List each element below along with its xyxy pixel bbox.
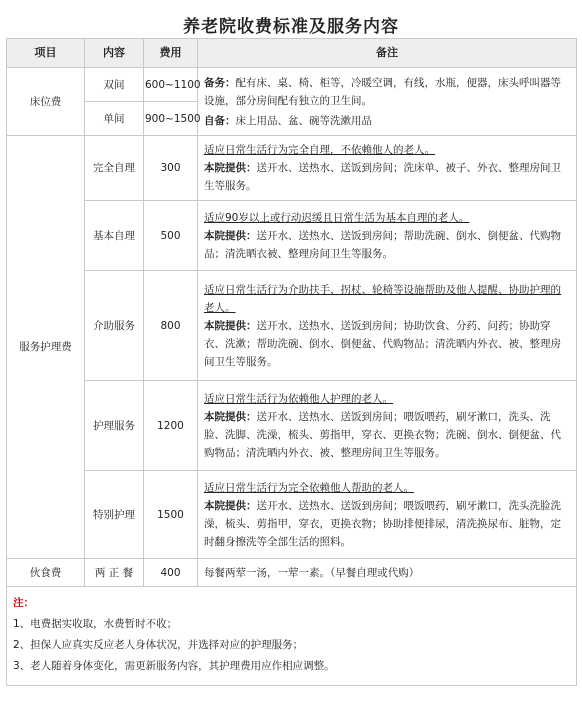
fee-table	[6, 38, 577, 686]
service-name: 介助服务	[85, 271, 144, 381]
table-row-service	[7, 471, 577, 559]
food-label: 伙食费	[7, 559, 85, 587]
header-item: 项目	[7, 39, 85, 68]
service-provide: 本院提供：送开水、送热水、送饭到房间；帮助洗碗、倒水、倒便盆、代购物品；清洗晒衣被、整理房间卫生等服务。	[204, 229, 561, 260]
table-row-service	[7, 271, 577, 381]
service-provide: 本院提供：送开水、送热水、送饭到房间；喂饭喂药，刷牙漱口，洗头洗脸洗澡，梳头、剪指甲，穿衣，更换衣物；协助排便排尿，清洗换尿布、脏物，定时翻身擦洗等全部生活的照料。	[204, 499, 561, 548]
bed-single-name: 单间	[85, 102, 144, 136]
food-note: 每餐两荤一汤，一荤一素。（早餐自理或代购）	[198, 559, 577, 587]
service-fee: 500	[144, 201, 198, 271]
bed-note-public: 备务：配有床、桌、椅、柜等，冷暖空调，有线，水瓶，便器，床头呼叫器等设施，部分房间配有独立的卫生间。	[204, 76, 561, 107]
service-desc: 适应日常生活行为完全自理，不依赖他人的老人。	[204, 144, 435, 156]
service-note	[198, 201, 577, 271]
bed-label: 床位费	[7, 68, 85, 136]
food-fee: 400	[144, 559, 198, 587]
service-provide: 本院提供：送开水、送热水、送饭到房间；喂饭喂药，刷牙漱口，洗头、洗脸、洗脚、洗澡，梳头、剪指甲，穿衣、更换衣物；洗碗、倒水、倒便盆、代购物品；清洗晒内外衣、被、整理房间卫生等服务。	[204, 410, 561, 459]
service-name: 护理服务	[85, 381, 144, 471]
service-desc: 适应90岁以上或行动迟缓且日常生活为基本自理的老人。	[204, 211, 470, 224]
bed-double-fee: 600~1100	[144, 68, 198, 102]
service-name: 基本自理	[85, 201, 144, 271]
service-provide: 本院提供：送开水、送热水、送饭到房间；洗床单、被子、外衣、整理房间卫生等服务。	[204, 162, 561, 192]
header-note: 备注	[198, 39, 577, 68]
service-desc: 适应日常生活行为完全依赖他人帮助的老人。	[204, 481, 414, 494]
service-fee: 1500	[144, 471, 198, 559]
service-note	[198, 271, 577, 381]
bed-single-fee: 900~1500	[144, 102, 198, 136]
service-fee: 1200	[144, 381, 198, 471]
table-row-service	[7, 136, 577, 201]
service-fee: 800	[144, 271, 198, 381]
header-content: 内容	[85, 39, 144, 68]
bed-note-self: 自备：床上用品、盆、碗等洗漱用品	[204, 114, 372, 127]
food-content: 两 正 餐	[85, 559, 144, 587]
service-note	[198, 136, 577, 201]
service-note	[198, 471, 577, 559]
service-desc: 适应日常生活行为依赖他人护理的老人。	[204, 392, 393, 405]
footnote-item: 2、担保人应真实反应老人身体状况，并选择对应的护理服务；	[13, 639, 304, 651]
table-row-food	[7, 559, 577, 587]
table-row-footnotes	[7, 587, 577, 686]
page-title: 养老院收费标准及服务内容	[183, 17, 399, 37]
table-row-service	[7, 201, 577, 271]
service-name: 完全自理	[85, 136, 144, 201]
service-note	[198, 381, 577, 471]
footnote-item: 1、电费据实收取，水费暂时不收；	[13, 618, 178, 630]
table-row-bed-double	[7, 68, 577, 102]
bed-note	[198, 68, 577, 136]
header-fee: 费用	[144, 39, 198, 68]
footnote-item: 3、老人随着身体变化，需更新服务内容，其护理费用应作相应调整。	[13, 660, 335, 672]
service-label: 服务护理费	[7, 136, 85, 559]
footnote-label: 注：	[13, 597, 34, 609]
footnotes	[7, 587, 577, 686]
service-desc: 适应日常生活行为介助扶手、拐杖、轮椅等设施帮助及他人提醒、协助护理的老人。	[204, 283, 561, 314]
bed-double-name: 双间	[85, 68, 144, 102]
service-fee: 300	[144, 136, 198, 201]
table-row-service	[7, 381, 577, 471]
table-header-row	[7, 39, 577, 68]
service-name: 特别护理	[85, 471, 144, 559]
service-provide: 本院提供：送开水、送热水、送饭到房间；协助饮食、分药、问药；协助穿衣、洗漱；帮助洗碗、倒水、倒便盆、代购物品；清洗晒内外衣、被、整理房间卫生等服务。	[204, 319, 561, 368]
